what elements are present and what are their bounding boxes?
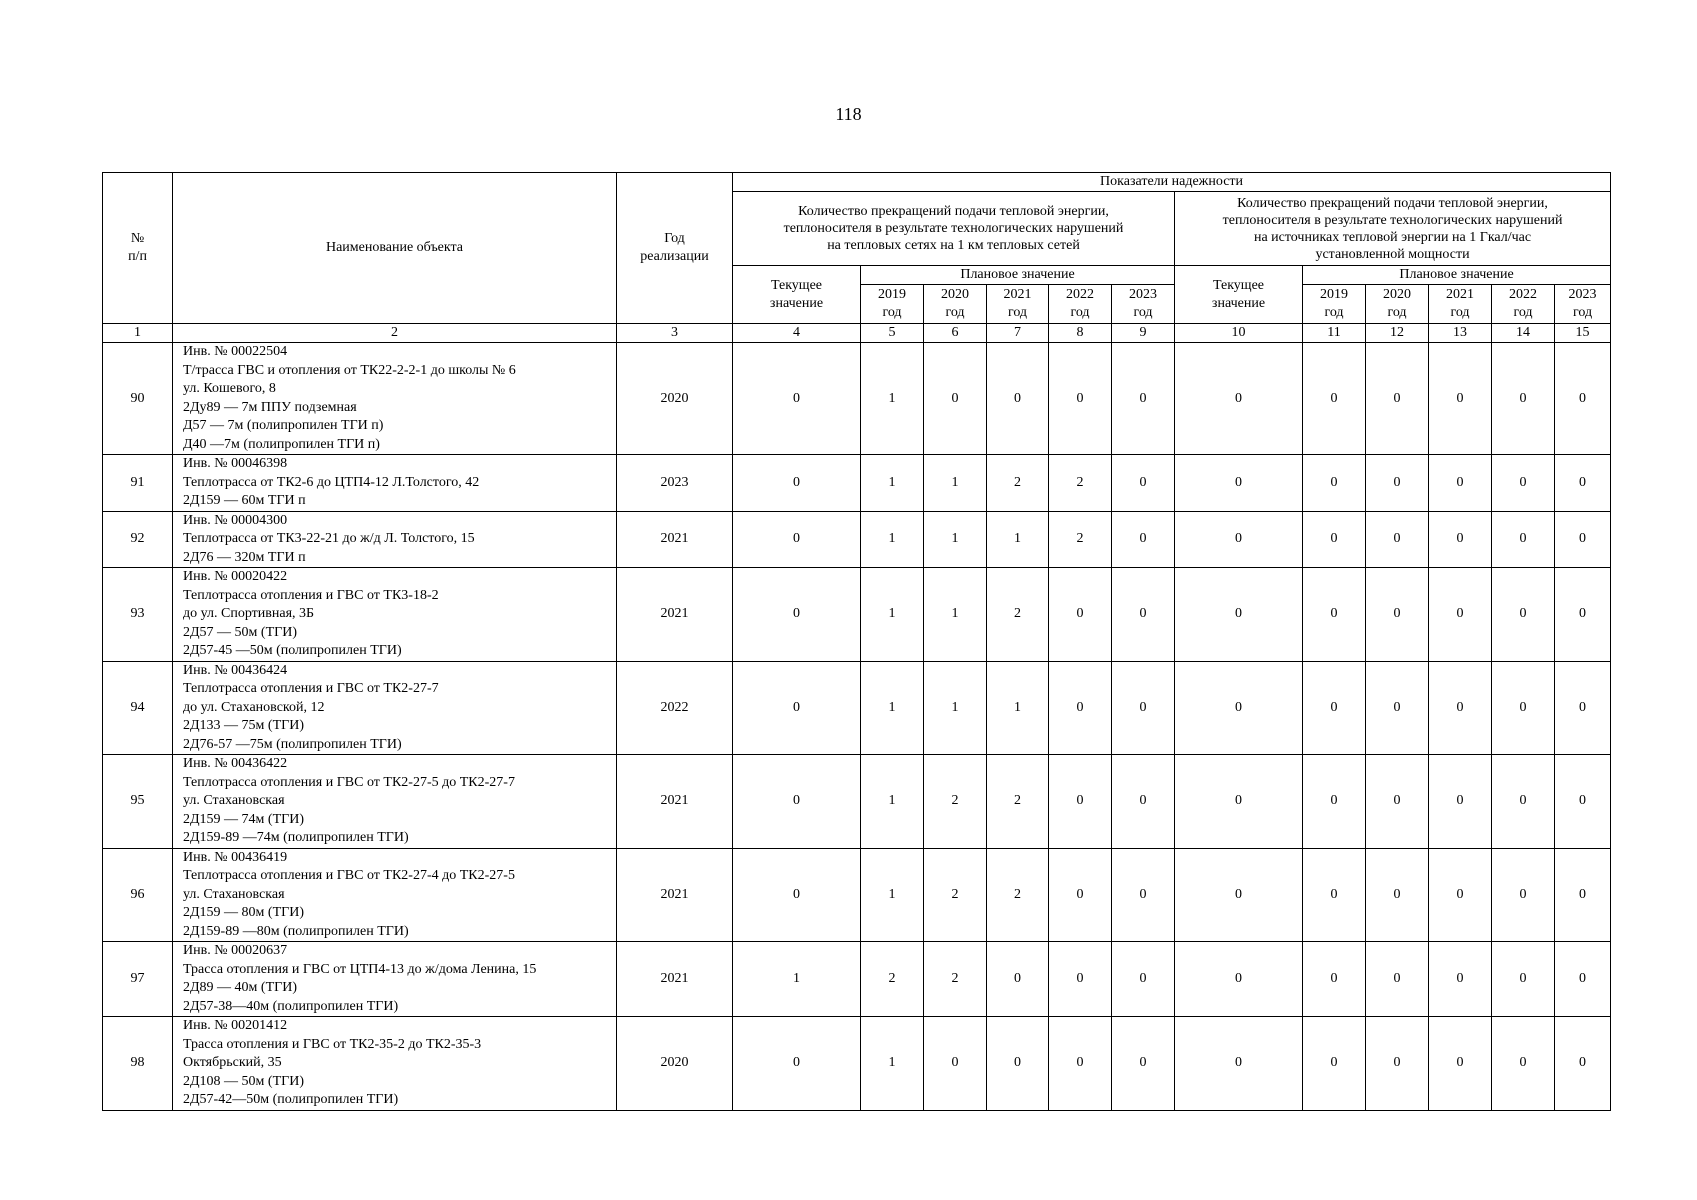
planned-value-sources: 0 bbox=[1303, 511, 1366, 568]
planned-value-sources: 0 bbox=[1429, 755, 1492, 849]
header-year-2-3: 2022 год bbox=[1492, 285, 1555, 324]
planned-value-networks: 2 bbox=[987, 755, 1049, 849]
header-year: Год реализации bbox=[617, 173, 733, 324]
column-number: 6 bbox=[924, 324, 987, 343]
header-year-2-2: 2021 год bbox=[1429, 285, 1492, 324]
current-value-sources: 0 bbox=[1175, 942, 1303, 1017]
implementation-year: 2021 bbox=[617, 568, 733, 662]
current-value-sources: 0 bbox=[1175, 848, 1303, 942]
column-number: 15 bbox=[1555, 324, 1611, 343]
planned-value-sources: 0 bbox=[1303, 755, 1366, 849]
object-name: Инв. № 00436419 Теплотрасса отопления и ГВС от ТК2-27-4 до ТК2-27-5 ул. Стахановская 2Д159 — 80м (ТГИ) 2Д159-89 —80м (полипропилен ТГИ) bbox=[173, 848, 617, 942]
planned-value-networks: 0 bbox=[1049, 1017, 1112, 1111]
planned-value-sources: 0 bbox=[1555, 511, 1611, 568]
planned-value-networks: 0 bbox=[1112, 942, 1175, 1017]
planned-value-sources: 0 bbox=[1555, 755, 1611, 849]
current-value-sources: 0 bbox=[1175, 755, 1303, 849]
row-number: 91 bbox=[103, 455, 173, 512]
planned-value-sources: 0 bbox=[1429, 1017, 1492, 1111]
planned-value-sources: 0 bbox=[1555, 942, 1611, 1017]
planned-value-sources: 0 bbox=[1492, 661, 1555, 755]
header-current-2: Текущее значение bbox=[1175, 266, 1303, 324]
planned-value-networks: 2 bbox=[861, 942, 924, 1017]
planned-value-networks: 0 bbox=[1112, 848, 1175, 942]
implementation-year: 2020 bbox=[617, 1017, 733, 1111]
planned-value-sources: 0 bbox=[1366, 661, 1429, 755]
planned-value-networks: 2 bbox=[987, 848, 1049, 942]
column-number: 3 bbox=[617, 324, 733, 343]
row-number: 93 bbox=[103, 568, 173, 662]
planned-value-networks: 1 bbox=[924, 455, 987, 512]
row-number: 94 bbox=[103, 661, 173, 755]
table-row bbox=[103, 568, 1611, 662]
planned-value-networks: 1 bbox=[861, 661, 924, 755]
column-number: 2 bbox=[173, 324, 617, 343]
planned-value-networks: 1 bbox=[861, 343, 924, 455]
table-row bbox=[103, 755, 1611, 849]
planned-value-sources: 0 bbox=[1429, 343, 1492, 455]
planned-value-sources: 0 bbox=[1429, 661, 1492, 755]
object-name: Инв. № 00004300 Теплотрасса от ТК3-22-21 до ж/д Л. Толстого, 15 2Д76 — 320м ТГИ п bbox=[173, 511, 617, 568]
header-year-1-2: 2021 год bbox=[987, 285, 1049, 324]
column-number: 14 bbox=[1492, 324, 1555, 343]
object-name: Инв. № 00436422 Теплотрасса отопления и ГВС от ТК2-27-5 до ТК2-27-7 ул. Стахановская 2Д159 — 74м (ТГИ) 2Д159-89 —74м (полипропилен ТГИ) bbox=[173, 755, 617, 849]
planned-value-sources: 0 bbox=[1366, 568, 1429, 662]
current-value-networks: 0 bbox=[733, 661, 861, 755]
planned-value-sources: 0 bbox=[1492, 511, 1555, 568]
current-value-networks: 0 bbox=[733, 343, 861, 455]
planned-value-sources: 0 bbox=[1366, 455, 1429, 512]
header-year-2-1: 2020 год bbox=[1366, 285, 1429, 324]
row-number: 96 bbox=[103, 848, 173, 942]
column-number: 1 bbox=[103, 324, 173, 343]
table-row bbox=[103, 343, 1611, 455]
implementation-year: 2021 bbox=[617, 755, 733, 849]
header-num: № п/п bbox=[103, 173, 173, 324]
planned-value-sources: 0 bbox=[1492, 848, 1555, 942]
current-value-networks: 0 bbox=[733, 1017, 861, 1111]
planned-value-sources: 0 bbox=[1429, 568, 1492, 662]
planned-value-sources: 0 bbox=[1492, 455, 1555, 512]
planned-value-networks: 2 bbox=[987, 568, 1049, 662]
table-row bbox=[103, 455, 1611, 512]
header-year-2-0: 2019 год bbox=[1303, 285, 1366, 324]
planned-value-sources: 0 bbox=[1303, 343, 1366, 455]
planned-value-sources: 0 bbox=[1555, 568, 1611, 662]
planned-value-sources: 0 bbox=[1303, 661, 1366, 755]
planned-value-networks: 0 bbox=[1112, 661, 1175, 755]
table-row bbox=[103, 848, 1611, 942]
planned-value-networks: 1 bbox=[861, 568, 924, 662]
header-current-1: Текущее значение bbox=[733, 266, 861, 324]
planned-value-networks: 2 bbox=[924, 942, 987, 1017]
planned-value-sources: 0 bbox=[1555, 661, 1611, 755]
header-name: Наименование объекта bbox=[173, 173, 617, 324]
row-number: 97 bbox=[103, 942, 173, 1017]
planned-value-networks: 1 bbox=[987, 511, 1049, 568]
header-reliability: Показатели надежности bbox=[733, 173, 1611, 192]
planned-value-networks: 1 bbox=[924, 511, 987, 568]
implementation-year: 2020 bbox=[617, 343, 733, 455]
header-planned-1: Плановое значение bbox=[861, 266, 1175, 285]
planned-value-sources: 0 bbox=[1366, 848, 1429, 942]
column-number: 9 bbox=[1112, 324, 1175, 343]
planned-value-sources: 0 bbox=[1429, 942, 1492, 1017]
planned-value-networks: 0 bbox=[1112, 511, 1175, 568]
object-name: Инв. № 00020637 Трасса отопления и ГВС от ЦТП4-13 до ж/дома Ленина, 15 2Д89 — 40м (ТГИ) 2Д57-38—40м (полипропилен ТГИ) bbox=[173, 942, 617, 1017]
table-row bbox=[103, 1017, 1611, 1111]
planned-value-sources: 0 bbox=[1366, 755, 1429, 849]
planned-value-sources: 0 bbox=[1303, 848, 1366, 942]
planned-value-sources: 0 bbox=[1429, 455, 1492, 512]
object-name: Инв. № 00020422 Теплотрасса отопления и ГВС от ТК3-18-2 до ул. Спортивная, 3Б 2Д57 — 50м (ТГИ) 2Д57-45 —50м (полипропилен ТГИ) bbox=[173, 568, 617, 662]
planned-value-networks: 1 bbox=[987, 661, 1049, 755]
planned-value-sources: 0 bbox=[1492, 1017, 1555, 1111]
header-group-sources: Количество прекращений подачи тепловой энергии, теплоносителя в результате технологических нарушений на источниках тепловой энергии на 1 Гкал/час установленной мощности bbox=[1175, 192, 1611, 266]
header-year-2-4: 2023 год bbox=[1555, 285, 1611, 324]
current-value-networks: 0 bbox=[733, 755, 861, 849]
planned-value-sources: 0 bbox=[1429, 511, 1492, 568]
planned-value-networks: 0 bbox=[1049, 661, 1112, 755]
planned-value-networks: 1 bbox=[924, 661, 987, 755]
planned-value-sources: 0 bbox=[1492, 343, 1555, 455]
planned-value-networks: 1 bbox=[861, 511, 924, 568]
planned-value-networks: 0 bbox=[987, 942, 1049, 1017]
planned-value-networks: 1 bbox=[861, 848, 924, 942]
planned-value-networks: 1 bbox=[924, 568, 987, 662]
planned-value-networks: 0 bbox=[1049, 755, 1112, 849]
planned-value-sources: 0 bbox=[1555, 848, 1611, 942]
header-year-1-1: 2020 год bbox=[924, 285, 987, 324]
planned-value-sources: 0 bbox=[1303, 1017, 1366, 1111]
table-row bbox=[103, 511, 1611, 568]
planned-value-sources: 0 bbox=[1492, 755, 1555, 849]
reliability-table bbox=[102, 172, 1611, 1111]
planned-value-sources: 0 bbox=[1492, 942, 1555, 1017]
planned-value-networks: 0 bbox=[1112, 568, 1175, 662]
object-name: Инв. № 00022504 Т/трасса ГВС и отопления от ТК22-2-2-1 до школы № 6 ул. Кошевого, 8 2Ду89 — 7м ППУ подземная Д57 — 7м (полипропилен ТГИ п) Д40 —7м (полипропилен ТГИ п) bbox=[173, 343, 617, 455]
planned-value-networks: 2 bbox=[924, 755, 987, 849]
planned-value-networks: 0 bbox=[987, 343, 1049, 455]
column-number: 11 bbox=[1303, 324, 1366, 343]
planned-value-networks: 0 bbox=[1049, 848, 1112, 942]
header-year-1-3: 2022 год bbox=[1049, 285, 1112, 324]
planned-value-networks: 0 bbox=[1049, 568, 1112, 662]
planned-value-networks: 0 bbox=[1112, 755, 1175, 849]
planned-value-sources: 0 bbox=[1429, 848, 1492, 942]
column-number: 4 bbox=[733, 324, 861, 343]
planned-value-sources: 0 bbox=[1492, 568, 1555, 662]
current-value-sources: 0 bbox=[1175, 455, 1303, 512]
current-value-sources: 0 bbox=[1175, 343, 1303, 455]
implementation-year: 2021 bbox=[617, 942, 733, 1017]
column-number: 12 bbox=[1366, 324, 1429, 343]
planned-value-networks: 2 bbox=[1049, 511, 1112, 568]
implementation-year: 2021 bbox=[617, 848, 733, 942]
planned-value-sources: 0 bbox=[1366, 511, 1429, 568]
planned-value-networks: 0 bbox=[1112, 455, 1175, 512]
planned-value-networks: 2 bbox=[987, 455, 1049, 512]
planned-value-sources: 0 bbox=[1366, 343, 1429, 455]
object-name: Инв. № 00201412 Трасса отопления и ГВС от ТК2-35-2 до ТК2-35-3 Октябрьский, 35 2Д108 — 50м (ТГИ) 2Д57-42—50м (полипропилен ТГИ) bbox=[173, 1017, 617, 1111]
planned-value-networks: 0 bbox=[924, 343, 987, 455]
object-name: Инв. № 00046398 Теплотрасса от ТК2-6 до ЦТП4-12 Л.Толстого, 42 2Д159 — 60м ТГИ п bbox=[173, 455, 617, 512]
column-number: 8 bbox=[1049, 324, 1112, 343]
current-value-networks: 0 bbox=[733, 568, 861, 662]
page-number: 118 bbox=[835, 104, 862, 124]
current-value-sources: 0 bbox=[1175, 1017, 1303, 1111]
planned-value-sources: 0 bbox=[1555, 455, 1611, 512]
planned-value-networks: 2 bbox=[924, 848, 987, 942]
column-number: 10 bbox=[1175, 324, 1303, 343]
current-value-networks: 1 bbox=[733, 942, 861, 1017]
column-number: 13 bbox=[1429, 324, 1492, 343]
header-year-1-4: 2023 год bbox=[1112, 285, 1175, 324]
row-number: 92 bbox=[103, 511, 173, 568]
current-value-sources: 0 bbox=[1175, 661, 1303, 755]
implementation-year: 2023 bbox=[617, 455, 733, 512]
current-value-sources: 0 bbox=[1175, 568, 1303, 662]
planned-value-sources: 0 bbox=[1303, 568, 1366, 662]
row-number: 98 bbox=[103, 1017, 173, 1111]
implementation-year: 2021 bbox=[617, 511, 733, 568]
current-value-networks: 0 bbox=[733, 511, 861, 568]
planned-value-networks: 0 bbox=[1049, 942, 1112, 1017]
header-planned-2: Плановое значение bbox=[1303, 266, 1611, 285]
planned-value-networks: 0 bbox=[1112, 343, 1175, 455]
planned-value-sources: 0 bbox=[1555, 1017, 1611, 1111]
row-number: 90 bbox=[103, 343, 173, 455]
current-value-networks: 0 bbox=[733, 848, 861, 942]
planned-value-sources: 0 bbox=[1555, 343, 1611, 455]
planned-value-sources: 0 bbox=[1366, 942, 1429, 1017]
planned-value-sources: 0 bbox=[1303, 942, 1366, 1017]
column-number: 7 bbox=[987, 324, 1049, 343]
planned-value-networks: 0 bbox=[1049, 343, 1112, 455]
header-group-networks: Количество прекращений подачи тепловой энергии, теплоносителя в результате технологических нарушений на тепловых сетях на 1 км тепловых сетей bbox=[733, 192, 1175, 266]
planned-value-networks: 1 bbox=[861, 755, 924, 849]
planned-value-sources: 0 bbox=[1366, 1017, 1429, 1111]
planned-value-sources: 0 bbox=[1303, 455, 1366, 512]
planned-value-networks: 2 bbox=[1049, 455, 1112, 512]
planned-value-networks: 1 bbox=[861, 455, 924, 512]
current-value-networks: 0 bbox=[733, 455, 861, 512]
implementation-year: 2022 bbox=[617, 661, 733, 755]
current-value-sources: 0 bbox=[1175, 511, 1303, 568]
object-name: Инв. № 00436424 Теплотрасса отопления и ГВС от ТК2-27-7 до ул. Стахановской, 12 2Д133 — 75м (ТГИ) 2Д76-57 —75м (полипропилен ТГИ) bbox=[173, 661, 617, 755]
row-number: 95 bbox=[103, 755, 173, 849]
planned-value-networks: 0 bbox=[1112, 1017, 1175, 1111]
table-row bbox=[103, 661, 1611, 755]
planned-value-networks: 0 bbox=[924, 1017, 987, 1111]
header-year-1-0: 2019 год bbox=[861, 285, 924, 324]
planned-value-networks: 0 bbox=[987, 1017, 1049, 1111]
table-row bbox=[103, 942, 1611, 1017]
planned-value-networks: 1 bbox=[861, 1017, 924, 1111]
column-number: 5 bbox=[861, 324, 924, 343]
